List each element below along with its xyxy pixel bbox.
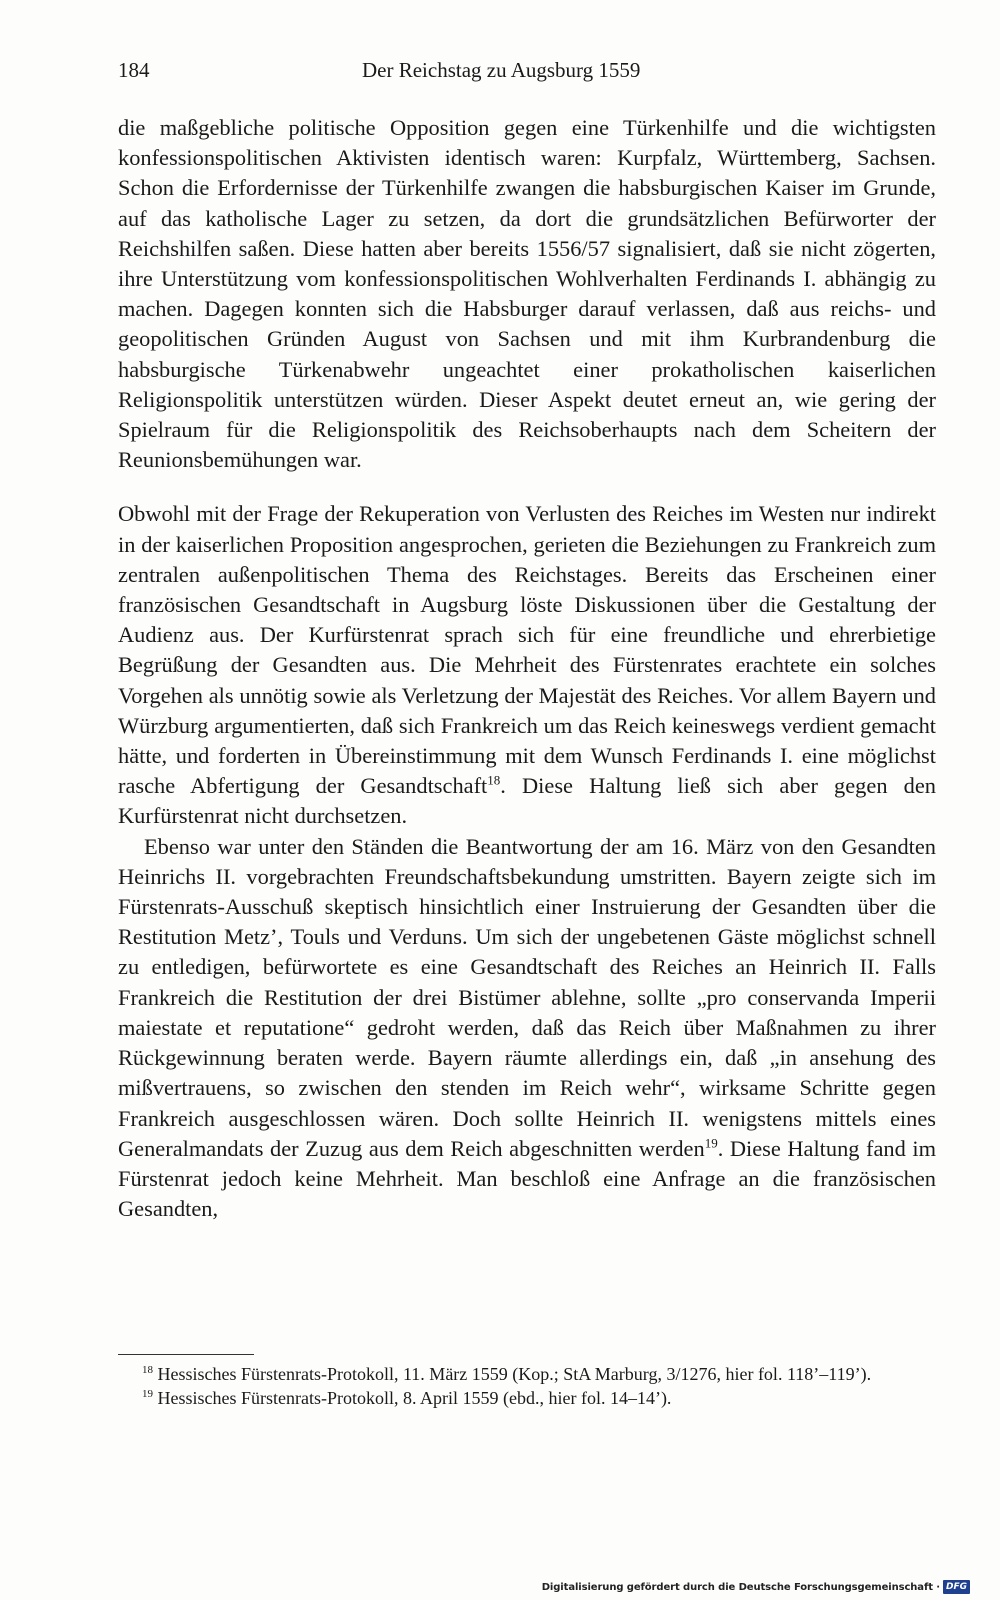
paragraph-2-tail: . Diese Haltung ließ sich aber gegen den Kurfürstenrat nicht durchsetzen. bbox=[118, 773, 936, 829]
page-number: 184 bbox=[118, 58, 150, 82]
credit-text: Digitalisierung gefördert durch die Deutsche Forschungsgemeinschaft · bbox=[541, 1581, 940, 1593]
paragraph-1: die maßgebliche politische Opposition gegen eine Türkenhilfe und die wichtigsten konfessionspolitischen Aktivisten identisch waren: Kurpfalz, Württemberg, Sachsen. Schon die Erfordernisse der Türkenhilfe zwangen die habsburgischen Kaiser im Grunde, auf das katholische Lager zu setzen, da dort die grundsätzlichen Befürworter der Reichshilfen saßen. Diese hatten aber bereits 1556/57 signalisiert, daß sie nicht zögerten, ihre Unterstützung vom konfessionspolitischen Wohlverhalten Ferdinands I. abhängig zu machen. Dagegen konnten sich die Habsburger darauf verlassen, daß aus reichs- und geopolitischen Gründen August von Sachsen und mit ihm Kurbrandenburg die habsburgische Türkenabwehr ungeachtet einer prokatholischen kaiserlichen Religionspolitik unterstützen würden. Dieser Aspekt deutet erneut an, wie gering der Spielraum für die Religionspolitik des Reichsoberhaupts nach dem Scheitern der Reunionsbemühungen war. bbox=[118, 115, 936, 473]
paragraph-3-text: Ebenso war unter den Ständen die Beantwortung der am 16. März von den Gesandten Heinrichs II. vorgebrachten Freundschaftsbekundung umstritten. Bayern zeigte sich im Fürstenrats-Ausschuß skeptisch hinsichtlich einer Instruierung der Gesandten über die Restitution Metz’, Touls und Verduns. Um sich der ungebetenen Gäste möglichst schnell zu entledigen, befürwortete es eine Gesandtschaft des Reiches an Heinrich II. Falls Frankreich die Restitution der drei Bistümer ablehne, sollte „pro conservanda Imperii maiestate et reputatione“ gedroht werden, daß das Reich über Maßnahmen zu ihrer Rückgewinnung beraten werde. Bayern räumte allerdings ein, daß „in ansehung des mißvertrauens, so zwischen den stenden im Reich wehr“, wirksame Schritte gegen Frankreich ausgeschlossen wären. Doch sollte Heinrich II. wenigstens mittels eines Generalmandats der Zuzug aus dem Reich abgeschnitten werden bbox=[118, 833, 936, 1161]
paragraph-2 bbox=[118, 499, 936, 831]
running-head bbox=[118, 58, 938, 88]
paragraph-3-tail: . Diese Haltung fand im Fürstenrat jedoch keine Mehrheit. Man beschloß eine Anfrage an die französischen Gesandten, bbox=[118, 1135, 936, 1222]
footnote-number: 18 bbox=[142, 1364, 153, 1376]
footnote-number: 19 bbox=[142, 1388, 153, 1400]
body-text bbox=[118, 113, 936, 1224]
footnote-19 bbox=[118, 1386, 936, 1410]
dfg-logo: DFG bbox=[943, 1580, 970, 1594]
footnote-18 bbox=[118, 1362, 936, 1386]
footnotes bbox=[118, 1362, 936, 1410]
footnote-ref-19[interactable]: 19 bbox=[704, 1135, 718, 1151]
footnote-text: Hessisches Fürstenrats-Protokoll, 8. April 1559 (ebd., hier fol. 14–14’). bbox=[157, 1388, 672, 1408]
paragraph-2-text: Obwohl mit der Frage der Rekuperation von Verlusten des Reiches im Westen nur indirekt in der kaiserlichen Proposition angesprochen, gerieten die Beziehungen zu Frankreich zum zentralen außenpolitischen Thema des Reichstages. Bereits das Erscheinen einer französischen Gesandtschaft in Augsburg löste Diskussionen über die Gestaltung der Audienz aus. Der Kurfürstenrat sprach sich für eine freundliche und ehrerbietige Begrüßung der Gesandten aus. Die Mehrheit des Fürstenrates erachtete ein solches Vorgehen als unnötig sowie als Verletzung der Majestät des Reiches. Vor allem Bayern und Würzburg argumentierten, daß sich Frankreich um das Reich keineswegs verdient gemacht hätte, und forderten in Übereinstimmung mit dem Wunsch Ferdinands I. eine möglichst rasche Abfertigung der Gesandtschaft bbox=[118, 501, 936, 799]
running-title: Der Reichstag zu Augsburg 1559 bbox=[362, 58, 641, 82]
digitization-credit bbox=[542, 1578, 970, 1596]
footnote-divider bbox=[118, 1354, 254, 1355]
footnote-text: Hessisches Fürstenrats-Protokoll, 11. März 1559 (Kop.; StA Marburg, 3/1276, hier fol. 118’–119’). bbox=[157, 1364, 872, 1384]
paragraph-3 bbox=[118, 832, 936, 1225]
footnote-ref-18[interactable]: 18 bbox=[487, 772, 501, 788]
